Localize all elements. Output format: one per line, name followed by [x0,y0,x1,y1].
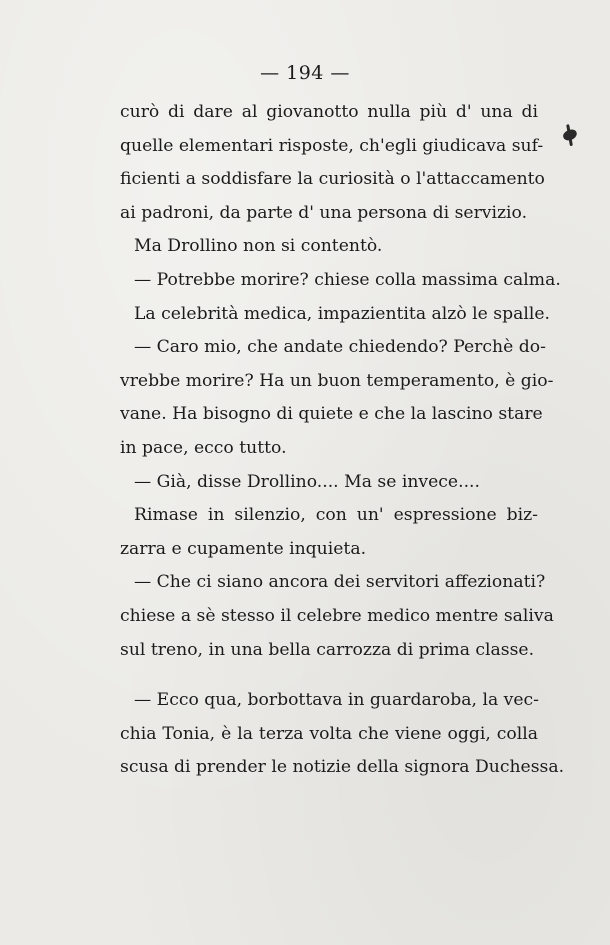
body-text [120,96,565,785]
text-line: chiese a sè stesso il celebre medico mentre saliva [120,605,554,626]
text-line: sul treno, in una bella carrozza di prima classe. [120,639,535,660]
text-line: ai padroni, da parte d' una persona di servizio. [120,202,528,223]
text-line: Rimase in silenzio, con un' espressione biz- [134,505,538,526]
text-line: quelle elementari risposte, ch'egli giudicava suf- [120,135,544,156]
text-line: — Che ci siano ancora dei servitori affezionati? [134,572,546,593]
text-line: — Già, disse Drollino.... Ma se invece.... [134,471,480,492]
text-line: La celebrità medica, impazientita alzò le spalle. [134,303,550,324]
text-line: — Ecco qua, borbottava in guardaroba, la vec- [134,690,539,711]
text-line: curò di dare al giovanotto nulla più d' una di [120,102,538,122]
page-number: — 194 — [260,62,350,84]
text-line: vrebbe morire? Ha un buon temperamento, è gio- [120,370,554,391]
text-line: in pace, ecco tutto. [120,437,287,458]
text-line: — Potrebbe morire? chiese colla massima calma. [134,269,561,290]
text-line: ficienti a soddisfare la curiosità o l'attaccamento [120,169,545,190]
text-line: — Caro mio, che andate chiedendo? Perchè do- [134,337,546,358]
text-line: Ma Drollino non si contentò. [134,236,383,257]
text-line: vane. Ha bisogno di quiete e che la lascino stare [120,404,543,425]
text-line: scusa di prender le notizie della signora Duchessa. [120,757,565,778]
text-line: zarra e cupamente inquieta. [120,538,367,559]
ink-blot [562,128,579,142]
text-line: chia Tonia, è la terza volta che viene oggi, colla [120,723,538,744]
